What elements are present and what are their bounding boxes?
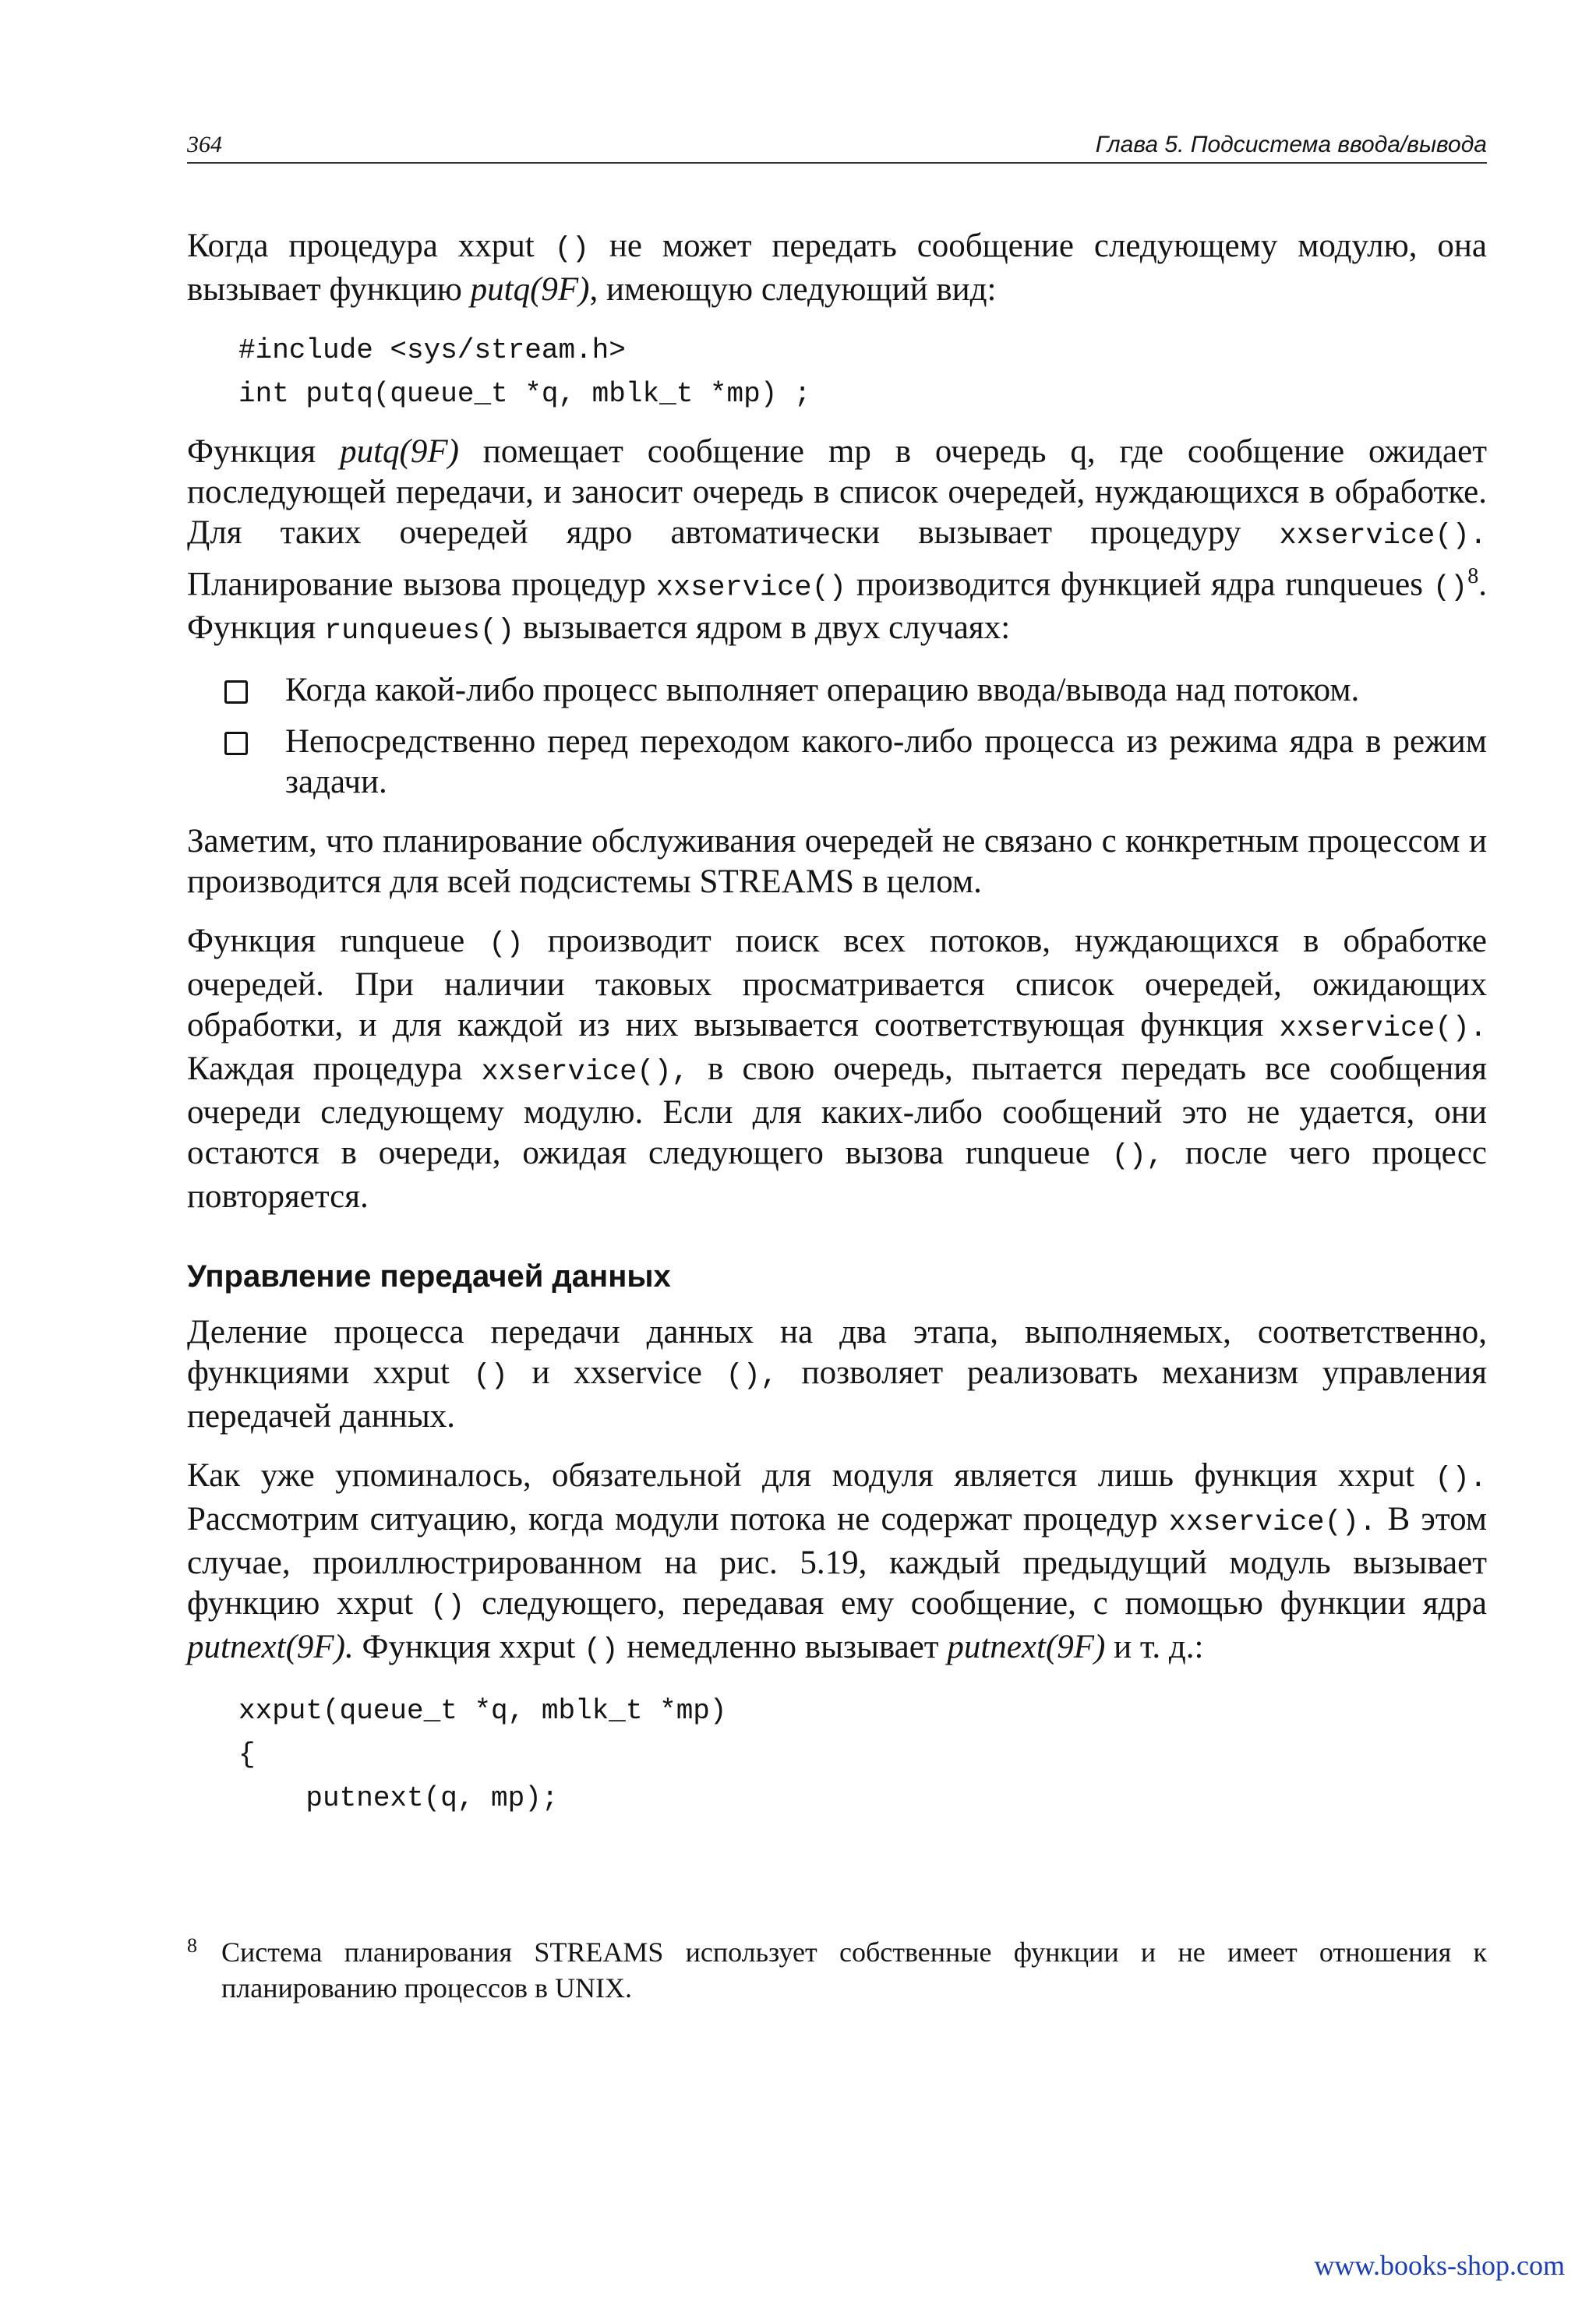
function-ref: putnext(9F) [947,1629,1106,1666]
checkbox-bullet-icon [224,680,248,704]
code-inline: (), [726,1360,779,1393]
text: и т. д.: [1105,1629,1204,1666]
code-inline: () [429,1591,465,1624]
code-line: putnext(q, mp); [238,1782,559,1815]
text: вызывается ядром в двух случаях: [514,609,1011,647]
text: Функция xxput [353,1629,584,1666]
text: Рассмотрим ситуацию, когда модули потока не содержат процедур [187,1501,1169,1538]
text: Функция [187,433,341,470]
bullet-list [187,670,1487,803]
function-ref: putq(9F) [340,433,459,470]
function-ref: putq(9F) [470,271,590,308]
code-line: xxput(queue_t *q, mblk_t *mp) [238,1695,727,1728]
code-inline: () [489,928,524,962]
checkbox-bullet-icon [224,732,248,755]
paragraph-5 [187,1312,1487,1437]
code-inline: () [584,1634,619,1668]
footnote [187,1934,1487,2006]
text: следующего, передавая ему сообщение, с помощью функции ядра [464,1585,1487,1622]
paragraph-4 [187,921,1487,1217]
code-inline: xxservice(). [1168,1506,1377,1540]
footnote-text: Система планирования STREAMS использует собственные функции и не имеет отношения к планированию процессов в UNIX. [221,1937,1487,2004]
text: Как уже упоминалось, обязательной для модуля является лишь функция xxput [187,1457,1435,1495]
code-line: int putq(queue_t *q, mblk_t *mp) ; [238,378,811,410]
paragraph-1 [187,226,1487,310]
paragraph-6 [187,1456,1487,1671]
page-number: 364 [187,132,222,157]
code-inline: runqueues() [323,615,515,648]
code-inline: () [473,1360,508,1393]
page-body [187,226,1487,1836]
footnote-mark: 8 [187,1934,197,1957]
text: Планирование вызова процедур [187,566,656,603]
paragraph-2 [187,432,1487,651]
page-header [187,131,1487,164]
text: Функция runqueue [187,923,489,960]
code-line: #include <sys/stream.h> [238,334,626,366]
text: . Функция [187,566,1487,647]
text: производится функцией ядра runqueues [846,566,1433,603]
code-block-2 [238,1689,1487,1820]
watermark-link[interactable]: www.books-shop.com [1314,2250,1565,2281]
code-line: { [238,1739,256,1771]
list-item [187,670,1487,711]
list-item-text: Непосредственно перед переходом какого-либо процесса из режима ядра в режим задачи. [285,723,1487,801]
text: после чего процесс повторяется. [187,1135,1487,1216]
code-inline: xxservice(). [1279,520,1487,553]
function-ref: putnext(9F). [187,1629,354,1666]
code-inline: () [1432,571,1468,605]
code-inline: () [554,233,590,266]
text: помещает сообщение mp в очередь q, где сообщение ожидает последующей передачи, и заносит очередь в список очередей, нуждающихся в обработке. Для таких очередей ядро автоматически вызывает процедуру [187,433,1487,551]
chapter-title: Глава 5. Подсистема ввода/вывода [1095,132,1487,157]
text: Каждая процедура [187,1050,482,1088]
text: Когда процедура xxput [187,228,555,264]
paragraph-3: Заметим, что планирование обслуживания очередей не связано с конкретным процессом и производится для всей подсистемы STREAMS в целом. [187,823,1487,901]
code-inline: xxservice(). [1279,1012,1487,1046]
section-heading: Управление передачей данных [187,1259,671,1294]
text: , имеющую следующий вид: [589,271,997,308]
text: производит поиск всех потоков, нуждающихся в обработке очередей. При наличии таковых просматривается список очередей, ожидающих обработки, и для каждой из них вызывается соответствующая функция [187,923,1487,1044]
text: в свою очередь, пытается передать все сообщения очереди следующему модулю. Если для каких-либо сообщений это не удается, они остаются в очереди, ожидая следующего вызова runqueue [187,1050,1488,1172]
code-inline: (), [1111,1140,1164,1174]
text: Деление процесса передачи данных на два этапа, выполняемых, соответственно, функциями xxput [187,1314,1487,1392]
text: не может передать сообщение следующему модулю, она вызывает функцию [187,228,1487,308]
list-item [187,722,1487,803]
text: немедленно вызывает [618,1629,948,1666]
code-inline: (). [1435,1463,1487,1496]
text: позволяет реализовать механизм управления передачей данных. [187,1354,1487,1435]
list-item-text: Когда какой-либо процесс выполняет операцию ввода/вывода над потоком. [285,672,1360,709]
code-inline: xxservice(), [481,1056,689,1089]
code-block-1 [238,329,1487,416]
footnote-ref: 8 [1467,564,1479,588]
text: В этом случае, проиллюстрированном на рис. 5.19, каждый предыдущий модуль вызывает функцию xxput [187,1501,1487,1622]
code-inline: xxservice() [655,571,846,605]
text: и xxservice [507,1354,726,1392]
